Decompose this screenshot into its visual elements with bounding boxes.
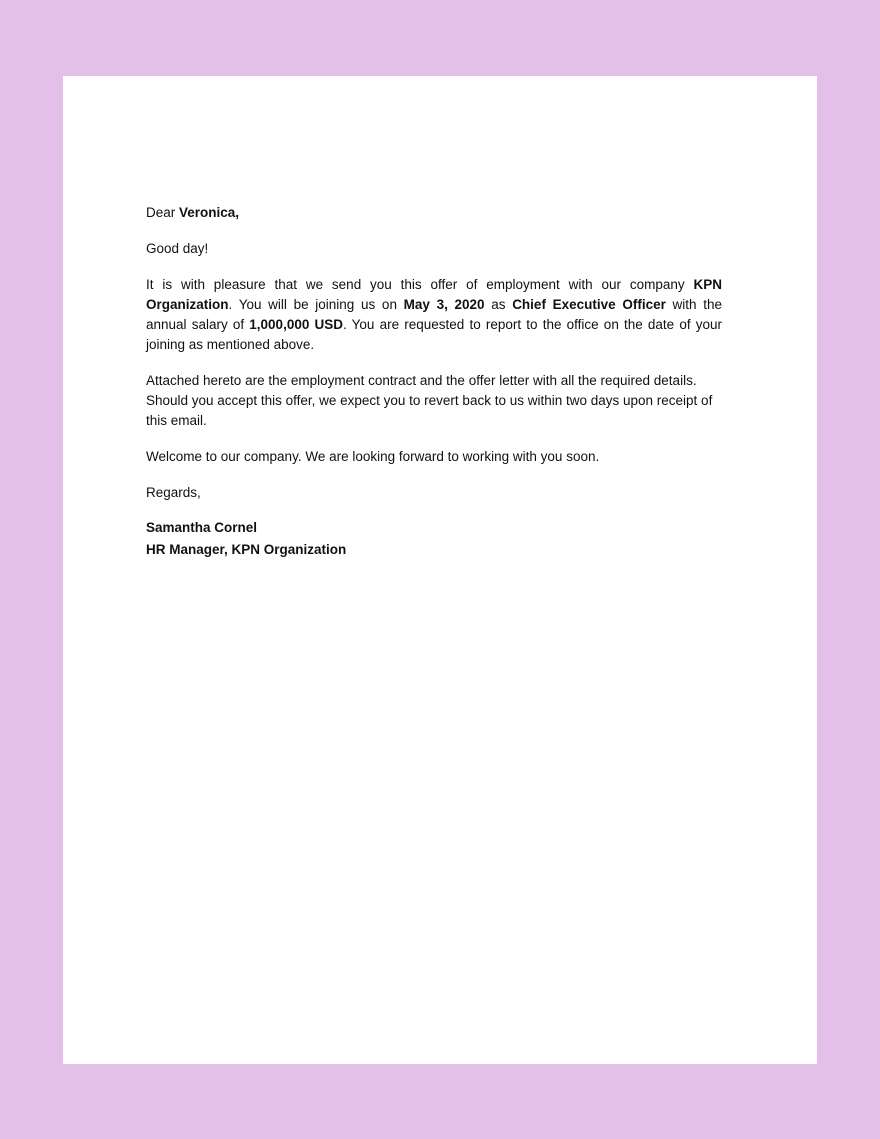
signature-block: [146, 517, 722, 561]
opening-line: Good day!: [146, 241, 209, 256]
offer-text-5: . You are requested to report to the office on the date of your joining as mentioned above.: [146, 317, 723, 352]
closing-line: Regards,: [146, 485, 201, 500]
offer-paragraph: [146, 275, 722, 355]
letter-page: [63, 76, 817, 1064]
signatory-name: Samantha Cornel: [146, 520, 258, 535]
offer-text-1: It is with pleasure that we send you this offer of employment with our company: [146, 277, 694, 292]
signatory-title: HR Manager, KPN Organization: [146, 542, 347, 557]
offer-text-2: . You will be joining us on: [228, 297, 404, 312]
attachments-paragraph: Attached hereto are the employment contract and the offer letter with all the required details. Should you accept this offer, we expect you to revert back to us within two days upon receipt of this email.: [146, 373, 713, 428]
job-position: Chief Executive Officer: [512, 297, 666, 312]
letter-body: [146, 203, 722, 561]
offer-text-4: with the annual salary of: [146, 297, 722, 332]
recipient-name: Veronica,: [179, 205, 240, 220]
salary-amount: 1,000,000 USD: [249, 317, 343, 332]
start-date: May 3, 2020: [403, 297, 485, 312]
welcome-paragraph: Welcome to our company. We are looking forward to working with you soon.: [146, 449, 600, 464]
greeting: [146, 203, 722, 223]
company-name: KPN Organization: [146, 277, 722, 312]
offer-text-3: as: [484, 297, 513, 312]
greeting-prefix: Dear: [146, 205, 180, 220]
